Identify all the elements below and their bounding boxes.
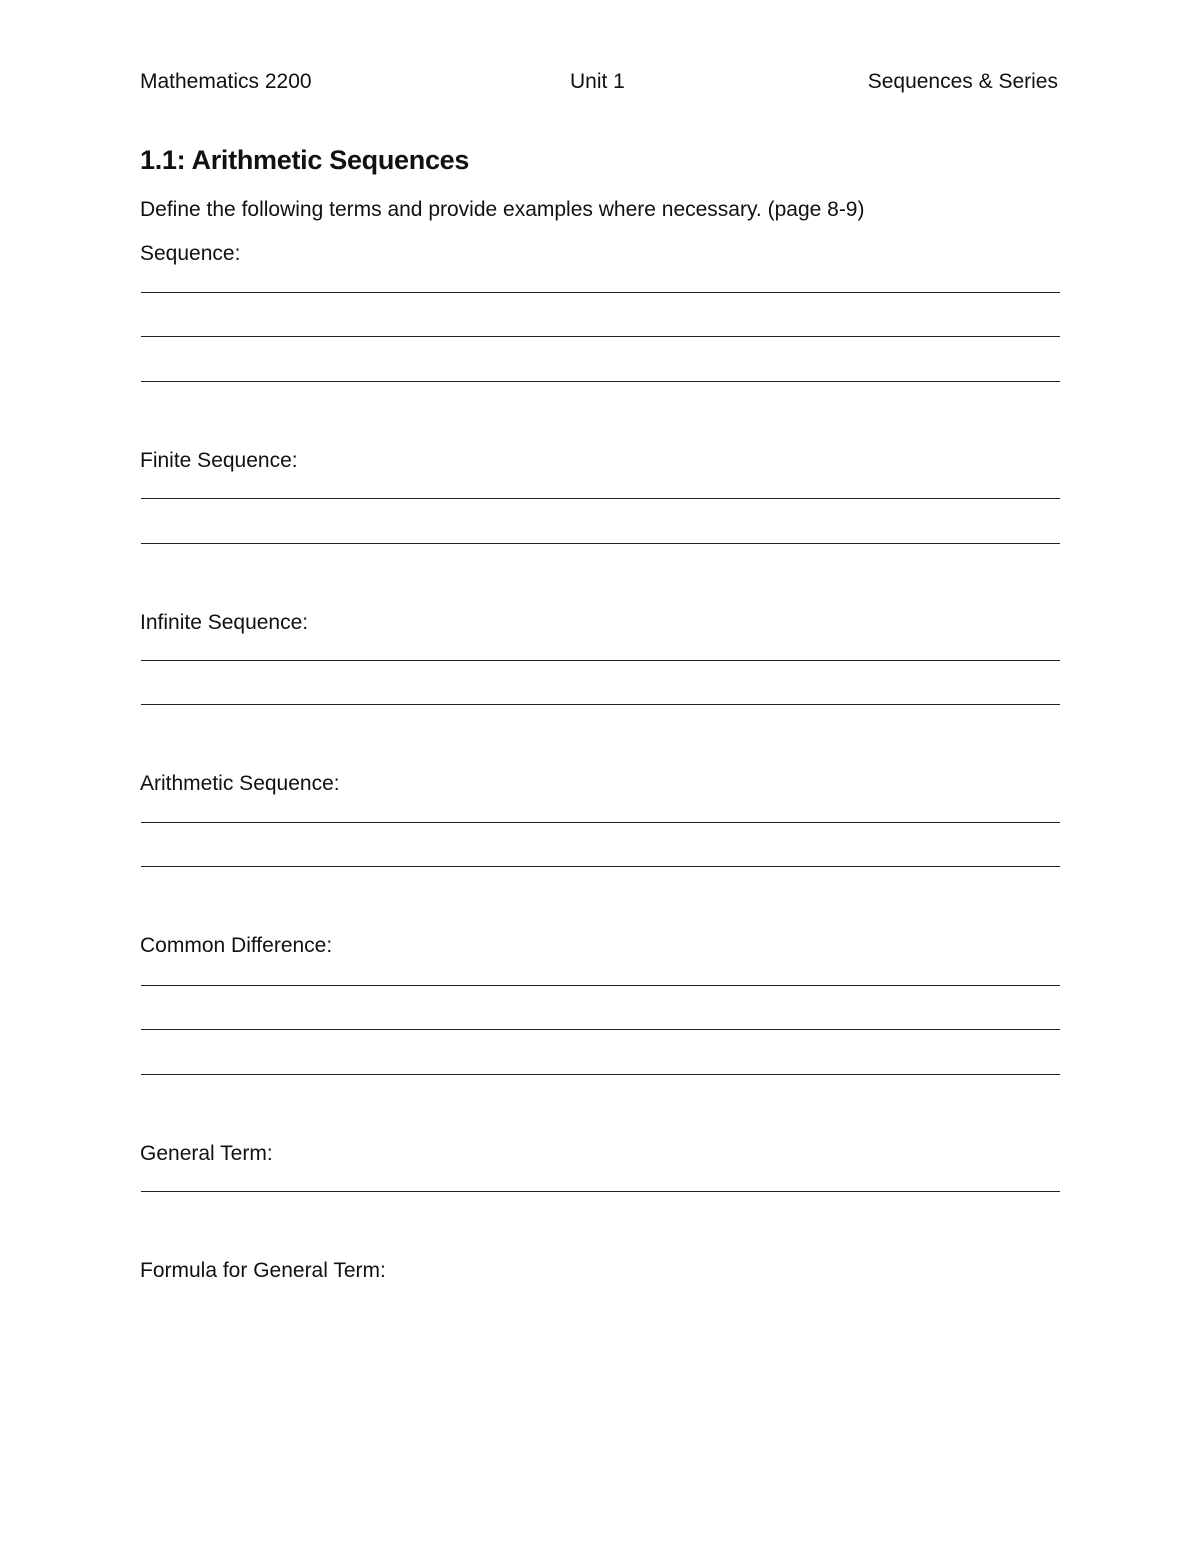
term-label-finite-sequence: Finite Sequence: [140, 449, 298, 472]
answer-line [141, 543, 1060, 544]
term-label-general-term: General Term: [140, 1142, 273, 1165]
answer-line [141, 1074, 1060, 1075]
answer-line [141, 292, 1060, 293]
term-label-sequence: Sequence: [140, 242, 241, 265]
header-unit: Unit 1 [570, 70, 625, 93]
answer-line [141, 704, 1060, 705]
instructions: Define the following terms and provide examples where necessary. (page 8-9) [140, 198, 865, 221]
header-course: Mathematics 2200 [140, 70, 312, 93]
header-topic: Sequences & Series [867, 70, 1058, 93]
answer-line [141, 866, 1060, 867]
answer-line [141, 985, 1060, 986]
answer-line [141, 660, 1060, 661]
page-title: 1.1: Arithmetic Sequences [140, 145, 470, 175]
answer-line [141, 498, 1060, 499]
answer-line [141, 1191, 1060, 1192]
answer-line [141, 336, 1060, 337]
term-label-infinite-sequence: Infinite Sequence: [140, 611, 309, 634]
term-label-common-difference: Common Difference: [140, 934, 333, 957]
answer-line [141, 381, 1060, 382]
term-label-formula-general-term: Formula for General Term: [140, 1259, 386, 1282]
term-label-arithmetic-sequence: Arithmetic Sequence: [140, 772, 340, 795]
answer-line [141, 822, 1060, 823]
answer-line [141, 1029, 1060, 1030]
